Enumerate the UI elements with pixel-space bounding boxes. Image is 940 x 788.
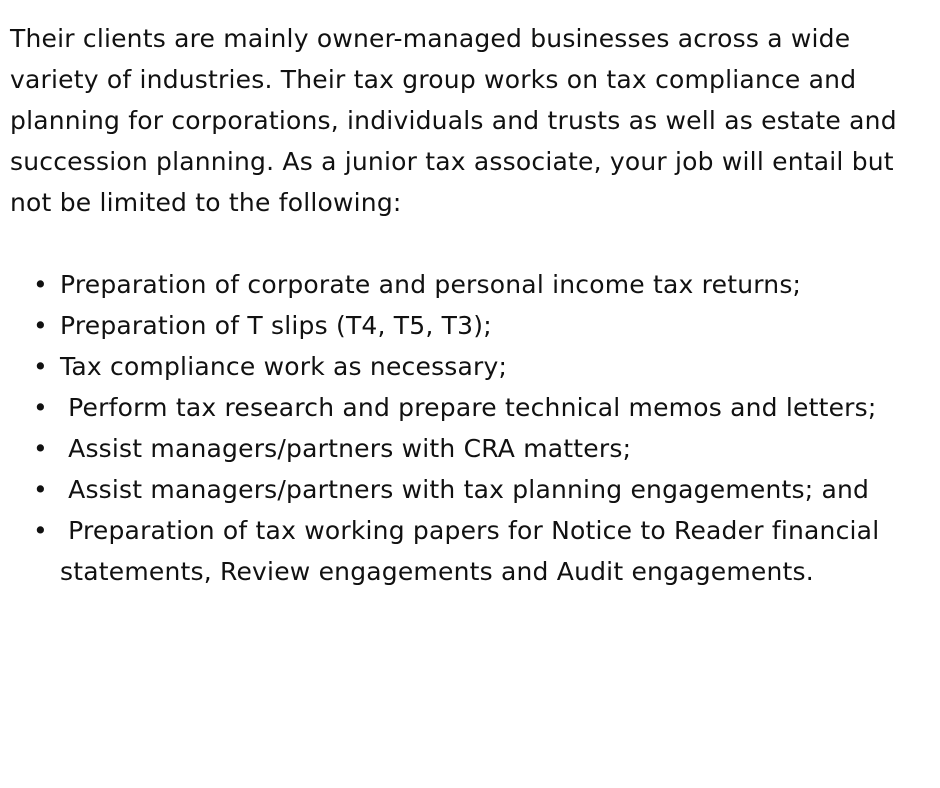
list-item [33, 510, 940, 592]
list-item-text: Assist managers/partners with CRA matters; [60, 434, 632, 463]
list-item [33, 469, 940, 510]
intro-paragraph: Their clients are mainly owner-managed businesses across a wide variety of industries. Their tax group works on tax compliance and planning for corporations, individuals and trusts as well as estate and succession planning. As a junior tax associate, your job will entail but not be limited to the following: [10, 24, 897, 217]
bullet-icon: • [33, 270, 48, 299]
list-item-text: Tax compliance work as necessary; [60, 352, 508, 381]
bullet-icon: • [33, 352, 48, 381]
list-item-text: Assist managers/partners with tax planning engagements; and [60, 475, 870, 504]
list-item [33, 346, 940, 387]
duties-list [10, 264, 940, 592]
bullet-icon: • [33, 393, 48, 422]
bullet-icon: • [33, 475, 48, 504]
list-item [33, 264, 940, 305]
bullet-icon: • [33, 516, 48, 545]
paragraph-spacer [10, 223, 940, 264]
list-item-text: Preparation of tax working papers for Notice to Reader financial statements, Review engagements and Audit engagements. [60, 516, 880, 586]
list-item-text: Preparation of corporate and personal income tax returns; [60, 270, 802, 299]
list-item [33, 305, 940, 346]
list-item [33, 428, 940, 469]
list-item-text: Perform tax research and prepare technical memos and letters; [60, 393, 877, 422]
bullet-icon: • [33, 311, 48, 340]
bullet-icon: • [33, 434, 48, 463]
list-item-text: Preparation of T slips (T4, T5, T3); [60, 311, 492, 340]
list-item [33, 387, 940, 428]
